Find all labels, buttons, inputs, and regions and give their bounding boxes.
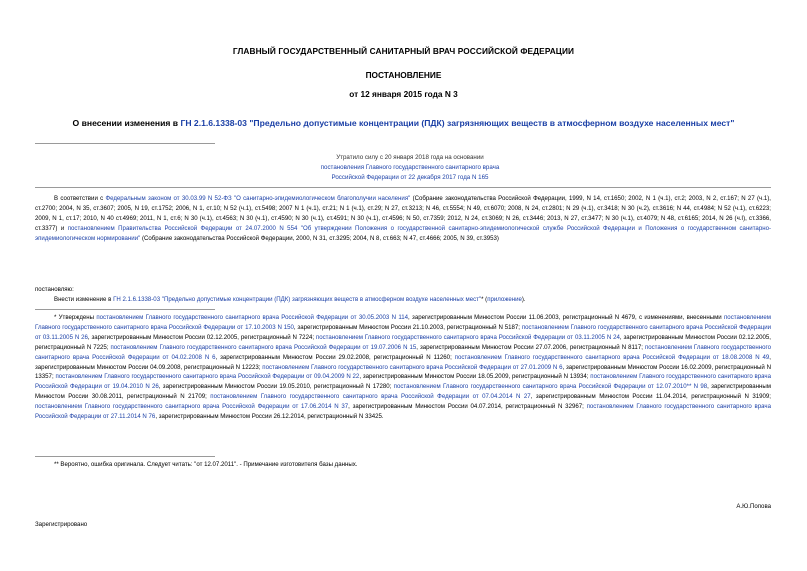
title-prefix: О внесении изменения в [72, 118, 181, 128]
preamble-text-1: В соответствии с [54, 195, 106, 202]
divider-footnote [35, 309, 215, 310]
fn1-link[interactable]: постановлением Главного государственного санитарного врача Российской Федерации от 17.06.2014 N 37 [35, 403, 349, 411]
divider-full [35, 187, 771, 188]
fn1-link[interactable]: постановлением Главного государственного санитарного врача Российской Федерации от 19.07.2006 N 15 [110, 343, 417, 351]
fn1-text: * Утверждены [54, 314, 97, 321]
status-note-link2[interactable]: Российской Федерации от 22 декабря 2017 года N 165 [331, 174, 489, 181]
government-decree-link[interactable]: постановлением Правительства Российской Федерации от 24.07.2000 N 554 "Об утверждении Положения о государственной санитарно-эпидемиологической службе Российской Федерации и Положения о государственном санитарно-эпидемиологическом нормировании" [35, 224, 771, 242]
decree-text-2: * ( [481, 296, 488, 303]
fn1-link[interactable]: постановлением Главного государственного санитарного врача Российской Федерации от 30.05.2003 N 114 [96, 314, 409, 321]
issuer-heading: ГЛАВНЫЙ ГОСУДАРСТВЕННЫЙ САНИТАРНЫЙ ВРАЧ РОССИЙСКОЙ ФЕДЕРАЦИИ [232, 46, 575, 56]
fn1-text: , зарегистрированным Минюстом России 04.09.2008, регистрационный N 12223; [35, 353, 771, 371]
fn1-text: , зарегистрированным Минюстом России 19.05.2010, регистрационный N 17280; [158, 383, 394, 391]
registered-label: Зарегистрировано [35, 521, 88, 528]
status-note-line1: Утратило силу с 20 января 2018 года на основании [336, 154, 484, 161]
footnote-1 [35, 313, 771, 422]
fn1-text: , зарегистрированным Минюстом России 16.02.2009, регистрационный N 13357; [35, 363, 772, 381]
fn1-text: , зарегистрированным Минюстом России 04.07.2014, регистрационный N 32967; [348, 403, 587, 411]
fn1-link[interactable]: постановлением Главного государственного санитарного врача Российской Федерации от 03.11.2005 N 24 [315, 333, 620, 341]
decree-word: постановляю: [35, 286, 74, 293]
fn1-link[interactable]: постановлением Главного государственного санитарного врача Российской Федерации от 03.11.2005 N 26 [35, 323, 772, 341]
title-link[interactable]: ГН 2.1.6.1338-03 "Предельно допустимые концентрации (ПДК) загрязняющих веществ в атмосферном воздухе населенных мест" [180, 118, 735, 128]
fn1-text: , зарегистрированным Минюстом России 18.05.2009, регистрационный N 13934; [359, 373, 591, 381]
fn1-text: , зарегистрированным Минюстом России 30.08.2011, регистрационный N 21709; [35, 383, 771, 401]
fn1-text: , зарегистрированным Минюстом России 27.07.2006, регистрационный N 8117; [416, 343, 645, 351]
fn1-link[interactable]: постановлением Главного государственного санитарного врача Российской Федерации от 27.01.2009 N 6 [262, 363, 563, 371]
preamble-text-2: (Собрание законодательства Российской Федерации, 1999, N 14, ст.1650; 2002, N 1 (ч.1), ст.2; 2003, N 2, ст.167; N 27 (ч.1), ст.2700; 2004, N 35, ст.3607; 2005, N 19, ст.1752; 2006, N 1, ст.10; N 52 (ч.1), ст.5498; 2007 N 1 (ч.1), ст.21; N 1 (ч.1), ст.29; N 27, ст.3213; N 46, ст.5554; N 49, ст.6070; 2008, N 24, ст.2801; N 29 (ч.1), ст.3418; N 30 (ч.2), ст.3616; N 44, ст.4984; N 52 (ч.1), ст.6223; 2009, N 1, ст.17; 2010, N 40 ст.4969; 2011, N 1, ст.6; N 30 (ч.1), ст.4563; N 30 (ч.1), ст.4590; N 30 (ч.1), ст.4591; N 30 (ч.1), ст.4596; N 50, ст.7359; 2012, N 24, ст.3069; N 26, ст.3446; 2013, N 27, ст.3477; N 30 (ч.1), ст.4079; N 48, ст.6165; 2014, N 26 (ч.I), ст.3366, ст.3377) и [35, 195, 771, 232]
document-title [0, 118, 807, 128]
signature: А.Ю.Попова [736, 503, 771, 510]
footnote-2: ** Вероятно, ошибка оригинала. Следует читать: "от 12.07.2011". - Примечание изготовителя базы данных. [54, 461, 358, 468]
fn1-text: , зарегистрированным Минюстом России 21.10.2003, регистрационный N 5187; [293, 323, 522, 331]
gn-link[interactable]: ГН 2.1.6.1338-03 "Предельно допустимые концентрации (ПДК) загрязняющих веществ в атмосферном воздухе населенных мест" [113, 296, 482, 303]
fn1-text: , зарегистрированным Минюстом России 02.12.2005, регистрационный N 7224; [87, 333, 316, 341]
status-note-link1[interactable]: постановления Главного государственного санитарного врача [320, 164, 500, 171]
federal-law-link[interactable]: Федеральным законом от 30.03.99 N 52-ФЗ "О санитарно-эпидемиологическом благополучии населения" [105, 195, 411, 202]
fn1-link[interactable]: постановлением Главного государственного санитарного врача Российской Федерации от 18.08.2008 N 49 [454, 353, 770, 361]
status-note [230, 153, 590, 183]
fn1-text: , зарегистрированным Минюстом России 11.06.2003, регистрационный N 4679, с изменениями, внесенными [408, 314, 724, 321]
fn1-link[interactable]: постановлением Главного государственного санитарного врача Российской Федерации от 04.02.2008 N 6 [35, 343, 771, 361]
fn1-text: , зарегистрированным Минюстом России 11.04.2014, регистрационный N 31909; [530, 393, 771, 401]
fn1-link[interactable]: постановлением Главного государственного санитарного врача Российской Федерации от 17.10.2003 N 150 [35, 314, 771, 331]
fn1-link[interactable]: постановлением Главного государственного санитарного врача Российской Федерации от 27.11.2014 N 76 [35, 403, 771, 421]
fn1-text: , зарегистрированным Минюстом России 29.02.2008, регистрационный N 11260; [215, 353, 455, 361]
fn1-link[interactable]: постановлением Главного государственного санитарного врача Российской Федерации от 09.04.2009 N 22 [55, 373, 360, 381]
divider-top [35, 143, 215, 144]
preamble-text-3: (Собрание законодательства Российской Федерации, 2000, N 31, ст.3295; 2004, N 8, ст.663; N 47, ст.4666; 2005, N 39, ст.3953) [140, 234, 499, 242]
appendix-link[interactable]: приложение [487, 296, 522, 303]
fn1-link[interactable]: постановлением Главного государственного санитарного врача Российской Федерации от 19.04.2010 N 26 [35, 373, 771, 391]
document-type: ПОСТАНОВЛЕНИЕ [365, 70, 442, 80]
fn1-text: , зарегистрированным Минюстом России 26.12.2014, регистрационный N 33425. [155, 413, 384, 421]
fn1-text: , зарегистрированным Минюстом России 02.12.2005, регистрационный N 7225; [35, 333, 771, 351]
preamble-paragraph [35, 194, 771, 244]
decree-paragraph [54, 295, 774, 305]
decree-text-3: ). [521, 296, 526, 303]
document-date: от 12 января 2015 года N 3 [349, 89, 458, 99]
fn1-link[interactable]: постановлением Главного государственного санитарного врача Российской Федерации от 07.04.2014 N 27 [210, 393, 531, 401]
fn1-link[interactable]: постановлением Главного государственного санитарного врача Российской Федерации от 12.07.2010** N 98 [393, 383, 708, 391]
divider-footnote-2 [35, 456, 215, 457]
decree-text-1: Внести изменение в [54, 296, 114, 303]
